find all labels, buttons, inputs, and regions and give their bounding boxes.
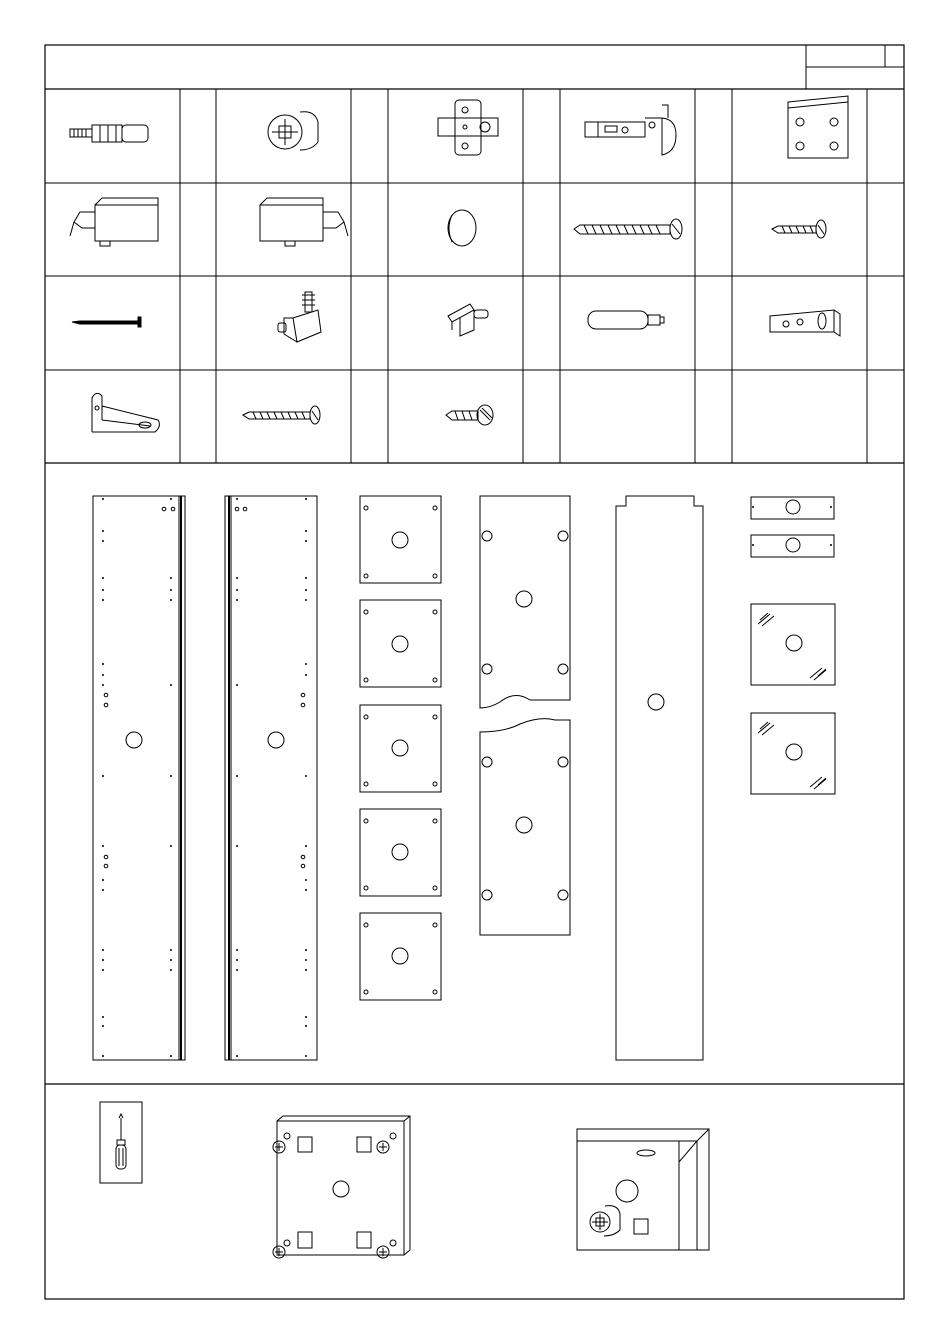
drawer-runner-right-icon [260,198,348,246]
four-hole-bracket-icon [788,96,848,158]
rail-panel-2 [751,535,834,557]
nail-icon [72,317,141,327]
hinge-mounting-plate-icon [438,100,498,155]
hardware-grid [45,89,904,463]
shelf-panel-2 [360,600,441,687]
shelf-panel-5 [360,913,441,1000]
cam-lock-assembly-diagram [273,1116,410,1258]
medium-screw-icon [243,406,320,424]
drill-holes [236,498,307,1057]
short-screw-icon [772,220,826,238]
concealed-hinge-icon [585,105,676,155]
long-screw-icon [574,219,682,239]
cam-lock-icon [273,1133,290,1153]
glass-panel-2 [751,713,835,794]
drawer-runner-left-icon [70,198,158,246]
glass-panel-1 [751,604,835,685]
side-panel-left [93,496,185,1060]
rail-panel-1 [751,497,834,519]
door-panel-upper [480,496,570,708]
wooden-dowel-icon [588,311,664,329]
cam-bolt-icon [70,125,148,142]
back-panel [616,496,703,1060]
drill-holes [102,498,172,1057]
shelf-support-screw-icon [278,292,321,342]
shelf-panel-4 [360,809,441,896]
corner-joint-diagram [577,1129,709,1250]
shelf-panel-3 [360,705,441,792]
door-panel-lower [480,719,570,935]
panels-section [93,496,835,1060]
cover-cap-icon [448,210,476,246]
cam-lock-icon [590,1206,620,1236]
shelf-pin-icon [448,304,488,336]
cam-lock-icon [268,112,318,150]
shelf-panel-1 [360,496,441,583]
title-block [806,45,904,89]
short-thick-screw-icon [446,405,493,425]
l-bracket-icon [92,393,159,432]
sheet-frame [45,45,904,1299]
screwdriver-icon [100,1102,142,1183]
connector-fitting-icon [770,310,840,336]
side-panel-right [225,496,317,1060]
cam-lock-icon [377,1133,396,1153]
